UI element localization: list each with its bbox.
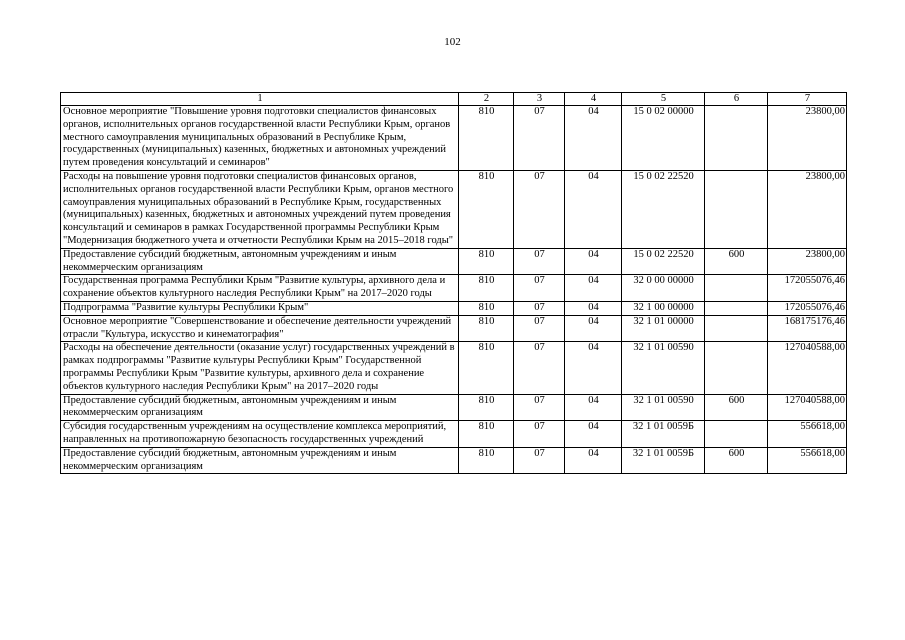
subsection-code: 04	[565, 342, 622, 394]
ministry-code: 810	[459, 342, 514, 394]
amount: 127040588,00	[768, 342, 847, 394]
item-name: Предоставление субсидий бюджетным, автономным учреждениям и иным некоммерческим организациям	[61, 394, 459, 421]
header-cell: 6	[705, 93, 768, 106]
amount: 172055076,46	[768, 301, 847, 315]
target-code: 32 0 00 00000	[622, 275, 705, 302]
item-name: Расходы на обеспечение деятельности (оказание услуг) государственных учреждений в рамках подпрограммы "Развитие культуры Республики Крым" Государственной программы Республики Крым "Развитие культуры, архивного дела и сохранение объектов культурного наследия Республики Крым" на 2017–2020 годы	[61, 342, 459, 394]
header-cell: 5	[622, 93, 705, 106]
section-code: 07	[514, 170, 565, 248]
subsection-code: 04	[565, 170, 622, 248]
section-code: 07	[514, 248, 565, 275]
expense-type-code: 600	[705, 447, 768, 474]
amount: 23800,00	[768, 106, 847, 171]
item-name: Подпрограмма "Развитие культуры Республики Крым"	[61, 301, 459, 315]
ministry-code: 810	[459, 170, 514, 248]
item-name: Предоставление субсидий бюджетным, автономным учреждениям и иным некоммерческим организациям	[61, 248, 459, 275]
expense-type-code: 600	[705, 248, 768, 275]
header-row	[61, 93, 847, 106]
item-name: Основное мероприятие "Повышение уровня подготовки специалистов финансовых органов, исполнительных органов государственной власти Республики Крым, органов местного самоуправления муниципальных образований в Республике Крым, государственных (муниципальных) казенных, бюджетных и автономных учреждений путем проведения консультаций и семинаров"	[61, 106, 459, 171]
section-code: 07	[514, 315, 565, 342]
expense-type-code	[705, 421, 768, 448]
expense-type-code	[705, 170, 768, 248]
table-row	[61, 394, 847, 421]
ministry-code: 810	[459, 248, 514, 275]
header-cell: 1	[61, 93, 459, 106]
subsection-code: 04	[565, 421, 622, 448]
subsection-code: 04	[565, 447, 622, 474]
target-code: 32 1 01 00000	[622, 315, 705, 342]
section-code: 07	[514, 421, 565, 448]
table-row	[61, 421, 847, 448]
target-code: 32 1 01 00590	[622, 342, 705, 394]
target-code: 32 1 01 00590	[622, 394, 705, 421]
target-code: 15 0 02 00000	[622, 106, 705, 171]
table-row	[61, 342, 847, 394]
amount: 23800,00	[768, 248, 847, 275]
ministry-code: 810	[459, 421, 514, 448]
ministry-code: 810	[459, 275, 514, 302]
section-code: 07	[514, 301, 565, 315]
subsection-code: 04	[565, 394, 622, 421]
amount: 556618,00	[768, 447, 847, 474]
item-name: Предоставление субсидий бюджетным, автономным учреждениям и иным некоммерческим организациям	[61, 447, 459, 474]
header-cell: 4	[565, 93, 622, 106]
expense-type-code	[705, 315, 768, 342]
page-number: 102	[444, 36, 461, 48]
table-row	[61, 275, 847, 302]
item-name: Основное мероприятие "Совершенствование и обеспечение деятельности учреждений отрасли "Культура, искусство и кинематография"	[61, 315, 459, 342]
table-row	[61, 248, 847, 275]
item-name: Субсидия государственным учреждениям на осуществление комплекса мероприятий, направленных на противопожарную безопасность государственных учреждений	[61, 421, 459, 448]
amount: 127040588,00	[768, 394, 847, 421]
ministry-code: 810	[459, 106, 514, 171]
section-code: 07	[514, 342, 565, 394]
target-code: 32 1 01 0059Б	[622, 447, 705, 474]
header-cell: 7	[768, 93, 847, 106]
expense-type-code	[705, 106, 768, 171]
subsection-code: 04	[565, 106, 622, 171]
target-code: 32 1 01 0059Б	[622, 421, 705, 448]
amount: 556618,00	[768, 421, 847, 448]
table-row	[61, 315, 847, 342]
section-code: 07	[514, 275, 565, 302]
ministry-code: 810	[459, 394, 514, 421]
subsection-code: 04	[565, 248, 622, 275]
subsection-code: 04	[565, 301, 622, 315]
ministry-code: 810	[459, 447, 514, 474]
target-code: 32 1 00 00000	[622, 301, 705, 315]
target-code: 15 0 02 22520	[622, 248, 705, 275]
header-cell: 3	[514, 93, 565, 106]
subsection-code: 04	[565, 315, 622, 342]
table-row	[61, 301, 847, 315]
item-name: Расходы на повышение уровня подготовки специалистов финансовых органов, исполнительных органов государственной власти Республики Крым, органов местного самоуправления муниципальных образований в Республике Крым, государственных (муниципальных) казенных, бюджетных и автономных учреждений путем проведения консультаций и семинаров в рамках Государственной программы Республики Крым "Модернизация бюджетного учета и отчетности Республики Крым на 2015–2018 годы"	[61, 170, 459, 248]
ministry-code: 810	[459, 301, 514, 315]
expense-type-code	[705, 301, 768, 315]
target-code: 15 0 02 22520	[622, 170, 705, 248]
header-cell: 2	[459, 93, 514, 106]
expense-type-code	[705, 342, 768, 394]
expense-type-code: 600	[705, 394, 768, 421]
section-code: 07	[514, 106, 565, 171]
subsection-code: 04	[565, 275, 622, 302]
section-code: 07	[514, 394, 565, 421]
budget-table	[60, 92, 847, 474]
table-row	[61, 170, 847, 248]
section-code: 07	[514, 447, 565, 474]
ministry-code: 810	[459, 315, 514, 342]
item-name: Государственная программа Республики Крым "Развитие культуры, архивного дела и сохранение объектов культурного наследия Республики Крым" на 2017–2020 годы	[61, 275, 459, 302]
amount: 168175176,46	[768, 315, 847, 342]
amount: 172055076,46	[768, 275, 847, 302]
amount: 23800,00	[768, 170, 847, 248]
table-row	[61, 447, 847, 474]
table-row	[61, 106, 847, 171]
expense-type-code	[705, 275, 768, 302]
